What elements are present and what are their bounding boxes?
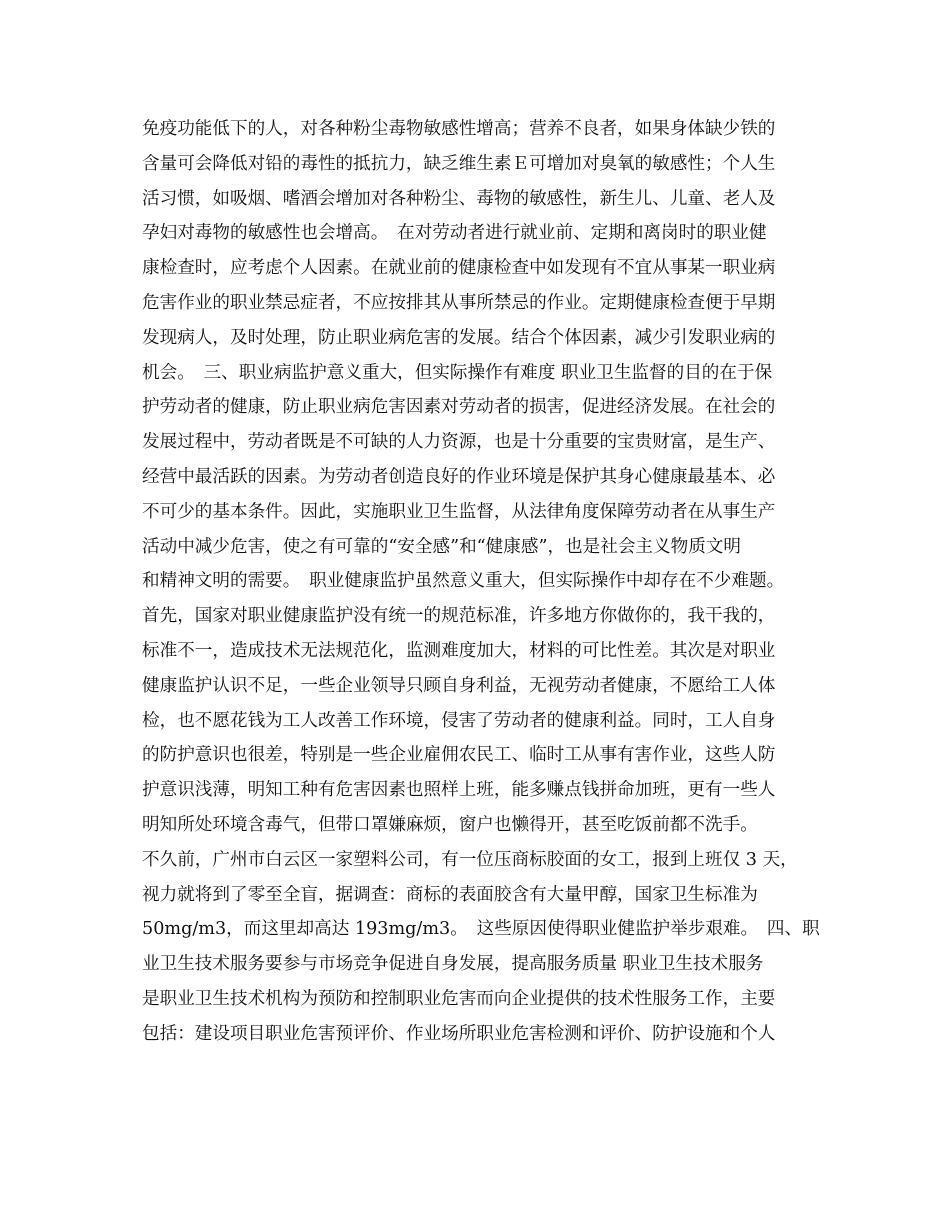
text-line: 康检查时，应考虑个人因素。在就业前的健康检查中如发现有不宜从事某一职业病 [142, 258, 776, 279]
text-line: 不久前，广州市白云区一家塑料公司，有一位压商标胶面的女工，报到上班仅 3 天， [142, 849, 798, 870]
text-line: 和精神文明的需要。 职业健康监护虽然意义重大，但实际操作中却存在不少难题。 [142, 571, 785, 592]
text-line: 健康监护认识不足，一些企业领导只顾自身利益，无视劳动者健康，不愿给工人体 [142, 675, 776, 696]
text-line: 50mg/m3，而这里却高达 193mg/m3。 这些原因使得职业健监护举步艰难。 四、职 [142, 919, 820, 940]
text-line: 免疫功能低下的人，对各种粉尘毒物敏感性增高；营养不良者，如果身体缺少铁的 [142, 119, 776, 139]
text-line: 护意识浅薄，明知工种有危害因素也照样上班，能多赚点钱拼命加班，更有一些人 [142, 780, 776, 801]
text-line: 发展过程中，劳动者既是不可缺的人力资源，也是十分重要的宝贵财富，是生产、 [142, 432, 776, 453]
text-line: 包括：建设项目职业危害预评价、作业场所职业危害检测和评价、防护设施和个人 [142, 1023, 776, 1044]
text-line: 不可少的基本条件。因此，实施职业卫生监督，从法律角度保障劳动者在从事生产 [142, 501, 776, 522]
body-text [142, 112, 822, 1052]
text-line: 孕妇对毒物的敏感性也会增高。 在对劳动者进行就业前、定期和离岗时的职业健 [142, 223, 767, 244]
text-line: 业卫生技术服务要参与市场竞争促进自身发展，提高服务质量 职业卫生技术服务 [142, 954, 764, 975]
text-line: 危害作业的职业禁忌症者，不应按排其从事所禁忌的作业。定期健康检查便于早期 [142, 292, 776, 313]
text-line: 含量可会降低对铅的毒性的抵抗力，缺乏维生素Ｅ可增加对臭氧的敏感性；个人生 [142, 153, 776, 174]
text-line: 活习惯，如吸烟、嗜酒会增加对各种粉尘、毒物的敏感性，新生儿、儿童、老人及 [142, 188, 776, 209]
text-line: 是职业卫生技术机构为预防和控制职业危害而向企业提供的技术性服务工作，主要 [142, 988, 776, 1009]
text-line: 标准不一，造成技术无法规范化，监测难度加大，材料的可比性差。其次是对职业 [142, 640, 776, 661]
text-line: 视力就将到了零至全盲，据调查：商标的表面胶含有大量甲醇，国家卫生标准为 [142, 884, 758, 905]
text-line: 的防护意识也很差，特别是一些企业雇佣农民工、临时工从事有害作业，这些人防 [142, 745, 776, 766]
text-line: 检，也不愿花钱为工人改善工作环境，侵害了劳动者的健康利益。同时，工人自身 [142, 710, 776, 731]
text-line: 首先，国家对职业健康监护没有统一的规范标准，许多地方你做你的，我干我的， [142, 606, 776, 627]
text-line: 护劳动者的健康，防止职业病危害因素对劳动者的损害，促进经济发展。在社会的 [142, 397, 776, 418]
text-line: 活动中减少危害，使之有可靠的“安全感”和“健康感”，也是社会主义物质文明 [142, 536, 741, 557]
text-line: 机会。 三、职业病监护意义重大，但实际操作有难度 职业卫生监督的目的在于保 [142, 362, 773, 383]
text-line: 发现病人，及时处理，防止职业病危害的发展。结合个体因素，减少引发职业病的 [142, 327, 776, 348]
text-line: 明知所处环境含毒气，但带口罩嫌麻烦，窗户也懒得开，甚至吃饭前都不洗手。 [142, 814, 758, 835]
text-line: 经营中最活跃的因素。为劳动者创造良好的作业环境是保护其身心健康最基本、必 [142, 466, 776, 487]
